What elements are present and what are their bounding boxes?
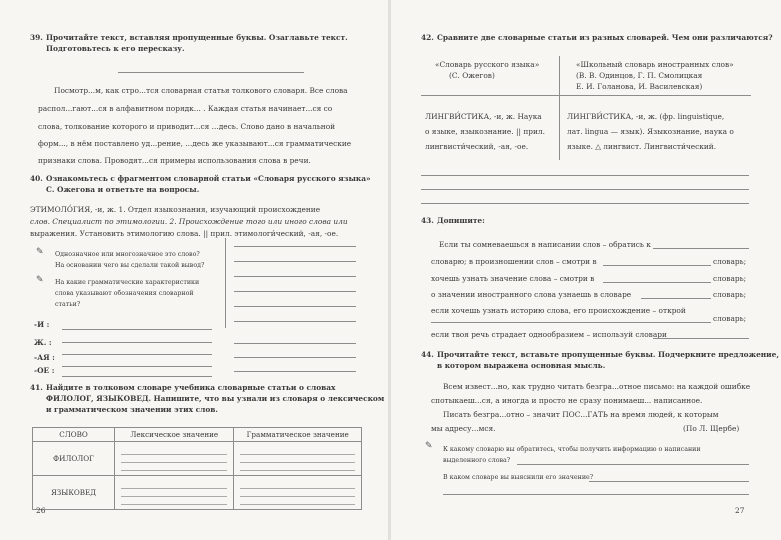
ex42-col2-head: Е. И. Голанова, И. Василевская) [576, 82, 703, 91]
ex42-col2-head: «Школьный словарь иностранных слов» [576, 60, 734, 69]
ex39-task-line2: Подготовьтесь к его пересказу. [46, 44, 185, 53]
ex39-title-line[interactable] [118, 72, 304, 73]
ex42-col1-entry: лингвисти́ческий, -ая, -ое. [425, 142, 529, 151]
ex43-line: словарю; в произношении слов – смотри в [431, 257, 597, 266]
answer-line[interactable] [234, 306, 356, 307]
answer-line[interactable] [62, 329, 212, 330]
ex40-ending-label: -ОЕ : [34, 366, 55, 375]
ex41-task-line: и грамматическом значении этих слов. [46, 405, 218, 414]
ex40-task-line2: С. Ожегова и ответьте на вопросы. [46, 185, 200, 194]
ex40-ending-label: -АЯ : [34, 353, 55, 362]
ex39-text-line: признаки слова. Проводят...ся примеры использования слова в речи. [38, 156, 311, 165]
answer-line[interactable] [62, 366, 212, 367]
right-page [391, 0, 781, 540]
ex44-number: 44. [421, 350, 434, 359]
ex42-task: Сравните две словарные статьи из разных словарей. Чем они различаются? [437, 33, 773, 42]
ex43-suffix: словарь; [713, 314, 747, 323]
page-number-left: 26 [36, 506, 46, 515]
ex42-col1-head: «Словарь русского языка» [435, 60, 540, 69]
answer-line[interactable] [234, 343, 356, 344]
ex42-col2-head: (В. В. Одинцов, Г. П. Смолицкая [576, 71, 703, 80]
answer-line[interactable] [443, 494, 749, 495]
answer-line[interactable] [234, 371, 356, 372]
answer-line[interactable] [421, 175, 749, 176]
pencil-icon: ✎ [36, 275, 44, 285]
table-row-word: ФИЛОЛОГ [33, 442, 115, 476]
answer-line[interactable] [589, 481, 749, 482]
ex44-question1-line: К какому словарю вы обратитесь, чтобы получить информацию о написании [443, 446, 701, 453]
ex40-question2-line: статьи? [55, 301, 81, 308]
answer-line[interactable] [653, 248, 749, 249]
answer-line[interactable] [234, 291, 356, 292]
ex42-col1-head: (С. Ожегов) [449, 71, 495, 80]
answer-line[interactable] [234, 276, 356, 277]
answer-line[interactable] [653, 338, 749, 339]
ex40-question1-line: На основании чего вы сделали такой вывод? [55, 262, 205, 269]
ex43-line: хочешь узнать значение слова – смотри в [431, 274, 595, 283]
answer-line[interactable] [431, 322, 711, 323]
ex44-task-line2: в котором выражена основная мысль. [437, 361, 606, 370]
ex43-task: Допишите: [437, 216, 485, 225]
ex39-text-line: форм..., в нём поставлено уд...рение, ...десь же указывают...ся грамматические [38, 139, 352, 148]
answer-line[interactable] [517, 464, 749, 465]
ex40-ending-label: -И : [34, 320, 50, 329]
ex44-task-line1: Прочитайте текст, вставьте пропущенные буквы. Подчеркните предложение, [437, 350, 779, 359]
pencil-icon: ✎ [36, 247, 44, 257]
left-page [0, 0, 389, 540]
ex44-question1-line: выделенного слова? [443, 457, 511, 464]
ex42-col2-entry: языке. △ лингвист. Лингвисти́ческий. [567, 142, 717, 151]
table-row-word: ЯЗЫКОВЕД [33, 476, 115, 510]
ex44-text-line: мы адресу...мся. [431, 424, 496, 433]
answer-line[interactable] [603, 282, 711, 283]
ex42-col2-entry: ЛИНГВИ́СТИКА, -и, ж. (фр. linguistique, [567, 112, 725, 121]
table-header-lexical: Лексическое значение [115, 428, 234, 442]
ex43-line: Если ты сомневаешься в написании слов – обратись к [439, 240, 651, 249]
ex40-task-line1: Ознакомьтесь с фрагментом словарной статьи «Словаря русского языка» [46, 174, 371, 183]
ex42-col1-entry: ЛИНГВИ́СТИКА, -и, ж. Наука [425, 112, 542, 121]
ex43-line: о значении иностранного слова узнаешь в словаре [431, 290, 632, 299]
ex44-author: (По Л. Щербе) [683, 424, 740, 433]
ex40-entry-line: ЭТИМОЛО́ГИЯ, -и, ж. 1. Отдел языкознания, изучающий происхождение [30, 205, 321, 214]
ex43-number: 43. [421, 216, 434, 225]
answer-line[interactable] [603, 265, 711, 266]
ex39-number: 39. [30, 33, 43, 42]
ex42-col2-entry: лат. lingua — язык). Языкознание, наука о [567, 127, 734, 136]
ex40-answer-divider [225, 238, 226, 328]
answer-line[interactable] [421, 189, 749, 190]
ex41-table [32, 427, 362, 510]
page-number-right: 27 [735, 506, 745, 515]
table-header-word: СЛОВО [33, 428, 115, 442]
ex43-suffix: словарь; [713, 257, 747, 266]
ex40-entry-line: слов. Специалист по этимологии. 2. Происхождение того или иного слова или [30, 217, 348, 226]
ex44-text-line: Писать безгра...отно – значит ПОС...ГАТЬ на время людей, к которым [443, 410, 719, 419]
ex40-ending-label: Ж. : [34, 338, 52, 347]
ex41-task-line: Найдите в толковом словаре учебника словарные статьи о словах [46, 383, 336, 392]
ex43-suffix: словарь; [713, 274, 747, 283]
answer-line[interactable] [641, 298, 711, 299]
answer-line[interactable] [62, 354, 212, 355]
ex40-entry-line: выражения. Установить этимологию слова. || прил. этимологи́ческий, -ая, -ое. [30, 229, 339, 238]
answer-line[interactable] [234, 246, 356, 247]
ex43-line: если твоя речь страдает однообразием – используй словари [431, 330, 667, 339]
ex44-question2: В каком словаре вы выяснили его значение? [443, 474, 594, 481]
ex40-question2-line: На какие грамматические характеристики [55, 279, 200, 286]
ex42-number: 42. [421, 33, 434, 42]
answer-line[interactable] [234, 321, 356, 322]
ex40-question2-line: слова указывают обозначения словарной [55, 290, 194, 297]
grammatical-cell[interactable] [234, 442, 362, 476]
ex41-number: 41. [30, 383, 43, 392]
answer-line[interactable] [62, 376, 212, 377]
ex42-header-rule [421, 95, 751, 96]
pencil-icon: ✎ [425, 441, 433, 451]
ex42-column-divider [559, 56, 560, 160]
ex43-suffix: словарь; [713, 290, 747, 299]
grammatical-cell[interactable] [234, 476, 362, 510]
ex39-task-line1: Прочитайте текст, вставляя пропущенные буквы. Озаглавьте текст. [46, 33, 348, 42]
lexical-cell[interactable] [115, 442, 234, 476]
ex42-col1-entry: о языке, языкознание. || прил. [425, 127, 545, 136]
lexical-cell[interactable] [115, 476, 234, 510]
ex40-number: 40. [30, 174, 43, 183]
answer-line[interactable] [421, 203, 749, 204]
ex44-text-line: Всем извест...но, как трудно читать безгра...отное письмо: на каждой ошибке [443, 382, 751, 391]
answer-line[interactable] [234, 261, 356, 262]
table-header-grammatical: Грамматическое значение [234, 428, 362, 442]
ex44-text-line: спотыкаеш...ся, а иногда и просто не сразу понимаеш... написанное. [431, 396, 703, 405]
ex39-text-line: Посмотр...м, как стро...тся словарная статья толкового словаря. Все слова [54, 86, 348, 95]
ex43-line: если хочешь узнать историю слова, его происхождение – открой [431, 306, 686, 315]
ex39-text-line: распол...гают...ся в алфавитном порядк... . Каждая статья начинает...ся со [38, 104, 333, 113]
answer-line[interactable] [62, 342, 212, 343]
ex39-text-line: слова, толкование которого и приводит...ся ...десь. Слово дано в начальной [38, 122, 336, 131]
ex40-question1-line: Однозначное или многозначное это слово? [55, 251, 200, 258]
ex41-task-line: ФИЛОЛОГ, ЯЗЫКОВЕД. Напишите, что вы узнали из словаря о лексическом [46, 394, 385, 403]
answer-line[interactable] [234, 357, 356, 358]
